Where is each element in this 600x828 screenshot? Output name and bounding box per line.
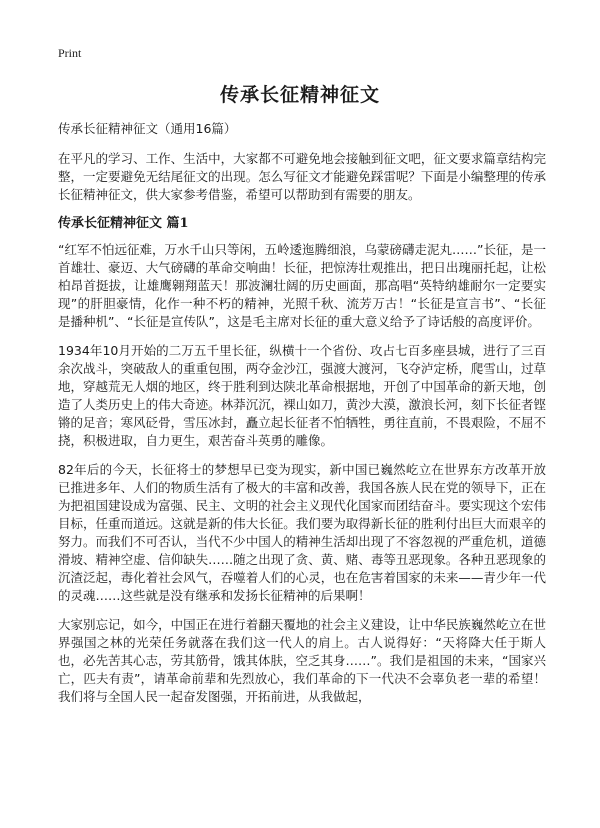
article-body — [58, 120, 546, 717]
article-subtitle: 传承长征精神征文（通用16篇） — [58, 121, 237, 136]
intro-paragraph: 在平凡的学习、工作、生活中，大家都不可避免地会接触到征文吧，征文要求篇章结构完整，一定要避免无结尾征文的出现。怎么写征文才能避免踩雷呢？下面是小编整理的传承长征精神征文，供大家参考借鉴，希望可以帮助到有需要的朋友。 — [58, 151, 546, 202]
paragraph-3: 82年后的今天，长征将士的梦想早已变为现实，新中国已巍然屹立在世界东方改革开放已推进多年、人们的物质生活有了极大的丰富和改善，我国各族人民在党的领导下，正在为把祖国建设成为富强、民主、文明的社会主义现代化国家而团结奋斗。要实现这个宏伟目标，任重而道远。这就是新的伟大长征。我们要为取得新长征的胜利付出巨大而艰辛的努力。而我们不可否认，当代不少中国人的精神生活却出现了不容忽视的严重危机，道德滑坡、精神空虚、信仰缺失……随之出现了贪、黄、赌、毒等丑恶现象。各种丑恶现象的沉渣泛起，毒化着社会风气，吞噬着人们的心灵，也在危害着国家的未来——青少年一代的灵魂……这些就是没有继承和发扬长征精神的后果啊！ — [58, 462, 546, 603]
paragraph-1: “红军不怕远征难，万水千山只等闲，五岭逶迤腾细浪，乌蒙磅礴走泥丸……”长征，是一首雄壮、豪迈、大气磅礴的革命交响曲！长征，把惊涛壮观推出，把日出瑰丽托起，让松柏昂首挺拔，让雄鹰翱翔蓝天！那波澜壮阔的历史画面，那高唱“英特纳雄耐尔一定要实现”的肝胆豪情，化作一种不朽的精神，光照千秋、流芳万古！“长征是宣言书”、“长征是播种机”、“长征是宣传队”，这是毛主席对长征的重大意义给予了诗话般的高度评价。 — [58, 242, 546, 329]
print-link[interactable]: Print — [58, 46, 82, 60]
paragraph-2: 1934年10月开始的二万五千里长征，纵横十一个省份、攻占七百多座县城，进行了三百余次战斗，突破敌人的重重包围，两夺金沙江，强渡大渡河，飞夺泸定桥，爬雪山，过草地，穿越荒无人烟的地区，终于胜利到达陕北革命根据地，开创了中国革命的新天地，创造了人类历史上的伟大奇迹。林莽沉沉，裸山如刀，黄沙大漠，激浪长河，刻下长征者铿锵的足音；寒风砭骨，雪压冰封，矗立起长征者不怕牺牲，勇往直前，不畏艰险，不屈不挠，积极进取，自力更生，艰苦奋斗英勇的雕像。 — [58, 343, 546, 448]
paragraph-4: 大家别忘记，如今，中国正在进行着翻天覆地的社会主义建设，让中华民族巍然屹立在世界强国之林的光荣任务就落在我们这一代人的肩上。古人说得好：“天将降大任于斯人也，必先苦其心志，劳其筋骨，饿其体肤，空乏其身……”。我们是祖国的未来，“国家兴亡，匹夫有责”，请革命前辈和先烈放心，我们革命的下一代决不会辜负老一辈的希望！我们将与全国人民一起奋发图强，开拓前进，从我做起， — [58, 617, 546, 704]
page-title: 传承长征精神征文 — [219, 84, 380, 106]
section-heading: 传承长征精神征文 篇1 — [58, 216, 189, 231]
